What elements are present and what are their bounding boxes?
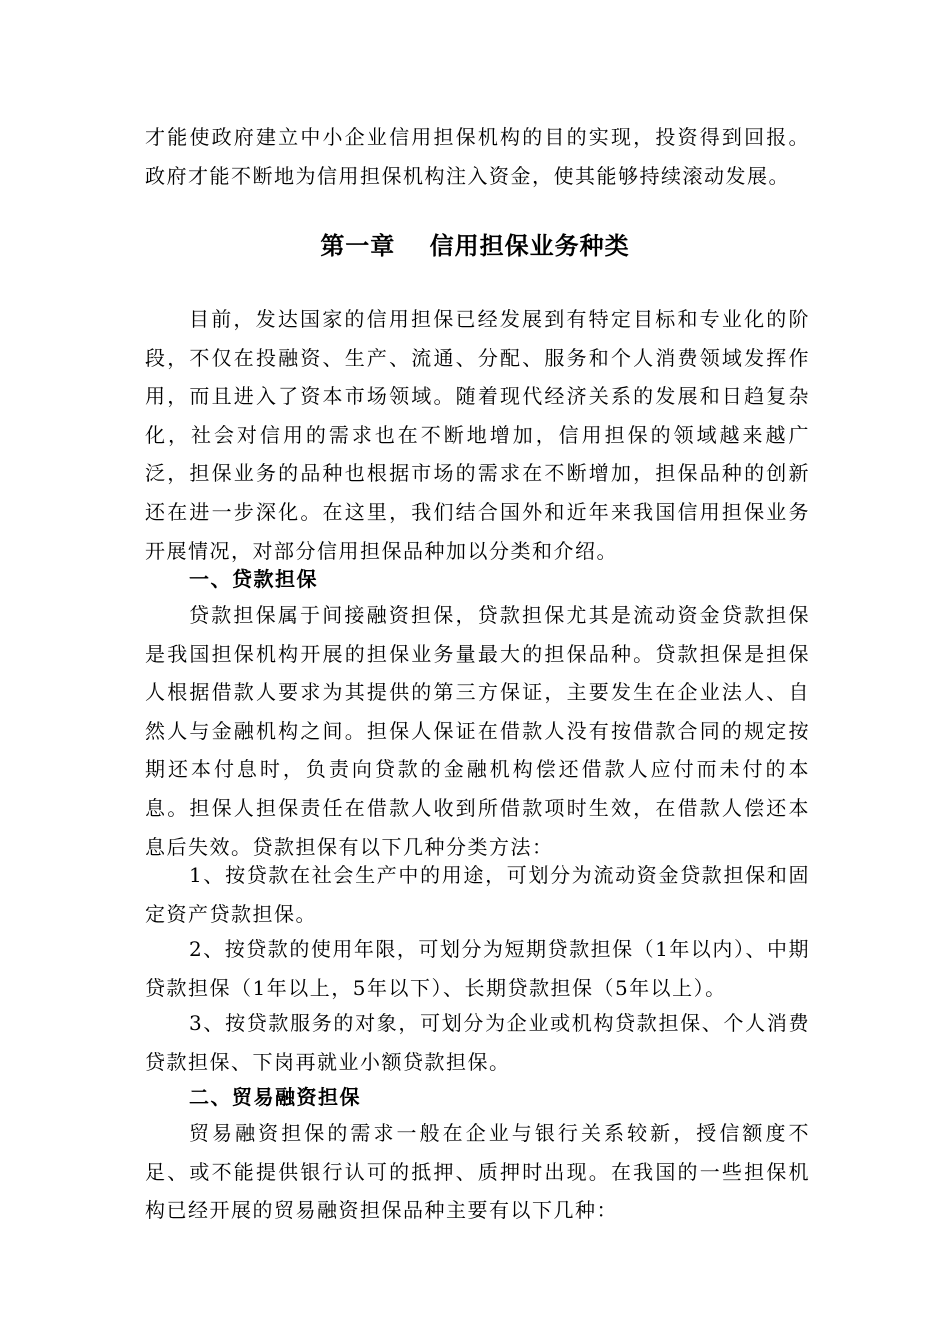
section-heading-loan-guarantee: 一、贷款担保 [189,567,318,591]
intro-paragraph: 才能使政府建立中小企业信用担保机构的目的实现，投资得到回报。政府才能不断地为信用担保机构注入资金，使其能够持续滚动发展。 [145,125,810,188]
body-paragraph-loan-guarantee: 贷款担保属于间接融资担保，贷款担保尤其是流动资金贷款担保是我国担保机构开展的担保业务量最大的担保品种。贷款担保是担保人根据借款人要求为其提供的第三方保证，主要发生在企业法人、自然人与金融机构之间。担保人保证在借款人没有按借款合同的规定按期还本付息时，负责向贷款的金融机构偿还借款人应付而未付的本息。担保人担保责任在借款人收到所借款项时生效，在借款人偿还本息后失效。贷款担保有以下几种分类方法： [145,603,810,859]
list-item-3: 3、按贷款服务的对象，可划分为企业或机构贷款担保、个人消费贷款担保、下岗再就业小额贷款担保。 [145,1011,810,1074]
body-paragraph-trade-finance: 贸易融资担保的需求一般在企业与银行关系较新，授信额度不足、或不能提供银行认可的抵押、质押时出现。在我国的一些担保机构已经开展的贸易融资担保品种主要有以下几种： [145,1121,810,1223]
chapter-title: 第一章 信用担保业务种类 [320,232,630,260]
list-item-2: 2、按贷款的使用年限，可划分为短期贷款担保（1年以内）、中期贷款担保（1年以上，5年以下）、长期贷款担保（5年以上）。 [145,937,810,1000]
body-paragraph-1: 目前，发达国家的信用担保已经发展到有特定目标和专业化的阶段，不仅在投融资、生产、流通、分配、服务和个人消费领域发挥作用，而且进入了资本市场领域。随着现代经济关系的发展和日趋复杂化，社会对信用的需求也在不断地增加，信用担保的领域越来越广泛，担保业务的品种也根据市场的需求在不断增加，担保品种的创新还在进一步深化。在这里，我们结合国外和近年来我国信用担保业务开展情况，对部分信用担保品种加以分类和介绍。 [145,307,810,563]
list-item-1: 1、按贷款在社会生产中的用途，可划分为流动资金贷款担保和固定资产贷款担保。 [145,863,810,926]
section-heading-trade-finance: 二、贸易融资担保 [189,1085,361,1109]
